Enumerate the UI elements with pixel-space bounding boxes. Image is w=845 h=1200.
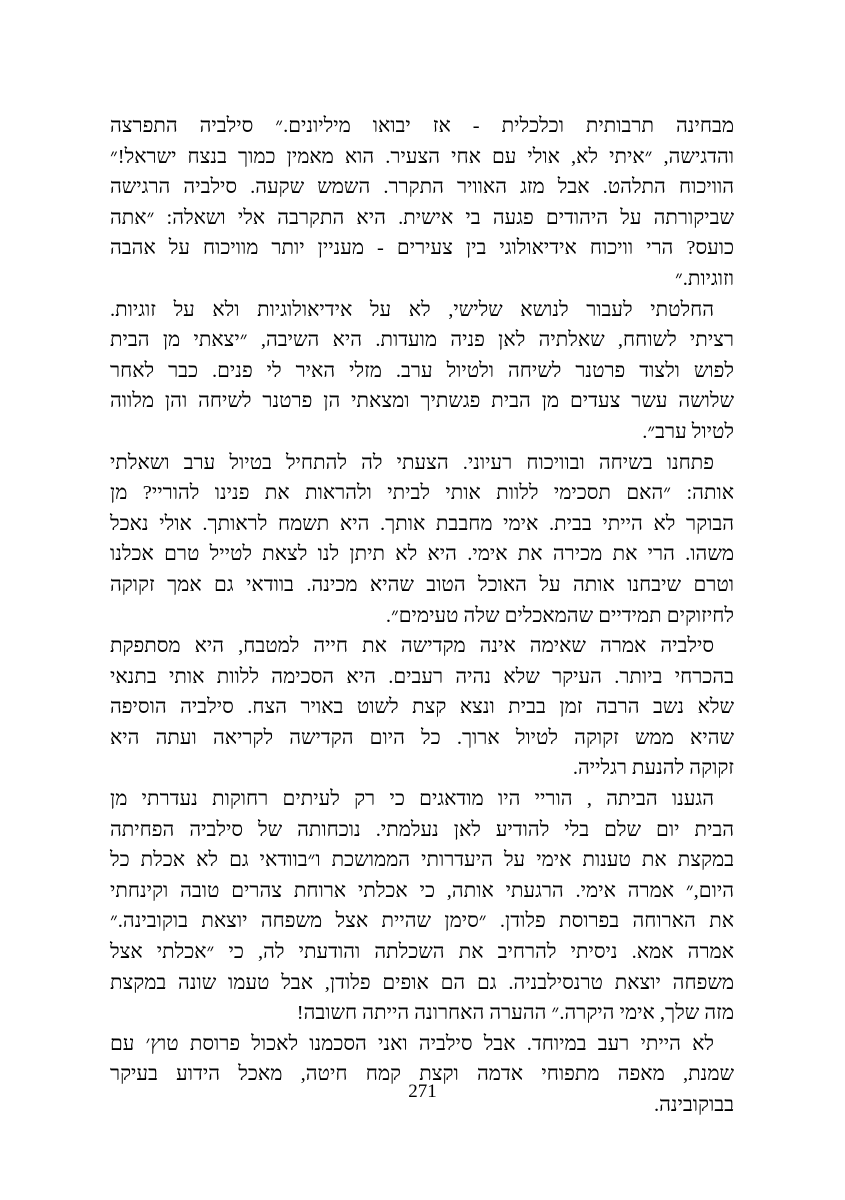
text-line: משפחה יוצאת טרנסילבניה. גם הם אופים פלודן, אבל טעמו שונה במקצת bbox=[110, 971, 734, 994]
text-line: מבחינה תרבותית וכלכלית - אז יבואו מיליונים.״ סילביה התפרצה bbox=[110, 115, 734, 137]
text-line: הבית יום שלם בלי להודיע לאן נעלמתי. נוכחותה של סילביה הפחיתה bbox=[110, 818, 734, 841]
text-line: זקוקה להנעת רגלייה. bbox=[572, 757, 734, 780]
text-line: והדגישה, ״איתי לא, אולי עם אחי הצעיר. הוא מאמין כמוך בנצח ישראל!״ bbox=[110, 145, 734, 168]
text-line: הוויכוח התלהט. אבל מזג האוויר התקרר. השמש שקעה. סילביה הרגישה bbox=[110, 176, 734, 199]
text-line: סילביה אמרה שאימה אינה מקדישה את חייה למטבח, היא מסתפקת bbox=[110, 635, 714, 658]
text-line: החלטתי לעבור לנושא שלישי, לא על אידיאולוגיות ולא על זוגיות. bbox=[110, 298, 714, 321]
text-line: היום,״ אמרה אימי. הרגעתי אותה, כי אכלתי ארוחת צהרים טובה וקינחתי bbox=[110, 879, 734, 902]
text-line: פתחנו בשיחה ובוויכוח רעיוני. הצעתי לה להתחיל בטיול ערב ושאלתי bbox=[110, 451, 714, 474]
text-line: מזה שלך, אימי היקרה.״ ההערה האחרונה הייתה חשובה! bbox=[296, 1002, 734, 1025]
text-line: שלושה עשר צעדים מן הבית פגשתיך ומצאתי הן פרטנר לשיחה והן מלווה bbox=[110, 390, 734, 413]
text-line: אותה: ״האם תסכימי ללוות אותי לביתי ולהראות את פנינו להוריי? מן bbox=[110, 482, 734, 505]
text-line: את הארוחה בפרוסת פלודן. ״סימן שהיית אצל משפחה יוצאת בוקובינה.״ bbox=[110, 910, 734, 933]
text-line: במקצת את טענות אימי על היעדרותי הממושכת ו״בוודאי גם לא אכלת כל bbox=[110, 849, 734, 872]
text-line: וטרם שיבחנו אותה על האוכל הטוב שהיא מכינה. בוודאי גם אמך זקוקה bbox=[110, 573, 734, 596]
text-line: שלא נשב הרבה זמן בבית ונצא קצת לשוט באויר הצח. סילביה הוסיפה bbox=[110, 696, 734, 719]
page-number: 271 bbox=[408, 1081, 437, 1102]
text-line: בהכרחי ביותר. העיקר שלא נהיה רעבים. היא הסכימה ללוות אותי בתנאי bbox=[110, 665, 734, 688]
text-line: הבוקר לא הייתי בבית. אימי מחבבת אותך. היא תשמח לראותך. אולי נאכל bbox=[110, 512, 734, 535]
text-line: לחיזוקים תמידיים שהמאכלים שלה טעימים״. bbox=[385, 604, 734, 627]
text-line: לפוש ולצוד פרטנר לשיחה ולטיול ערב. מזלי האיר לי פנים. כבר לאחר bbox=[110, 359, 734, 382]
text-line: כועס? הרי וויכוח אידיאולוגי בין צעירים - מעניין יותר מוויכוח על אהבה bbox=[110, 237, 734, 260]
text-line: רציתי לשוחח, שאלתיה לאן פניה מועדות. היא השיבה, ״יצאתי מן הבית bbox=[110, 329, 734, 352]
body-text bbox=[110, 111, 734, 1121]
text-line: וזוגיות.״ bbox=[674, 267, 734, 290]
text-line: לטיול ערב״. bbox=[642, 420, 734, 443]
text-line: שביקורתה על היהודים פגעה בי אישית. היא התקרבה אלי ושאלה: ״אתה bbox=[110, 206, 734, 229]
text-line: הגענו הביתה , הוריי היו מודאגים כי רק לעיתים רחוקות נעדרתי מן bbox=[110, 788, 714, 811]
text-line: אמרה אמא. ניסיתי להרחיב את השכלתה והודעתי לה, כי ״אכלתי אצל bbox=[110, 941, 734, 964]
text-line: שהיא ממש זקוקה לטיול ארוך. כל היום הקדישה לקריאה ועתה היא bbox=[110, 726, 734, 749]
text-line: שמנת, מאפה מתפוחי אדמה וקצת קמח חיטה, מאכל הידוע בעיקר bbox=[110, 1063, 734, 1086]
text-line: בבוקובינה. bbox=[653, 1094, 734, 1116]
text-line: לא הייתי רעב במיוחד. אבל סילביה ואני הסכמנו לאכול פרוסת טוץ׳ עם bbox=[110, 1032, 714, 1055]
text-line: משהו. הרי את מכירה את אימי. היא לא תיתן לנו לצאת לטייל טרם אכלנו bbox=[110, 543, 734, 566]
